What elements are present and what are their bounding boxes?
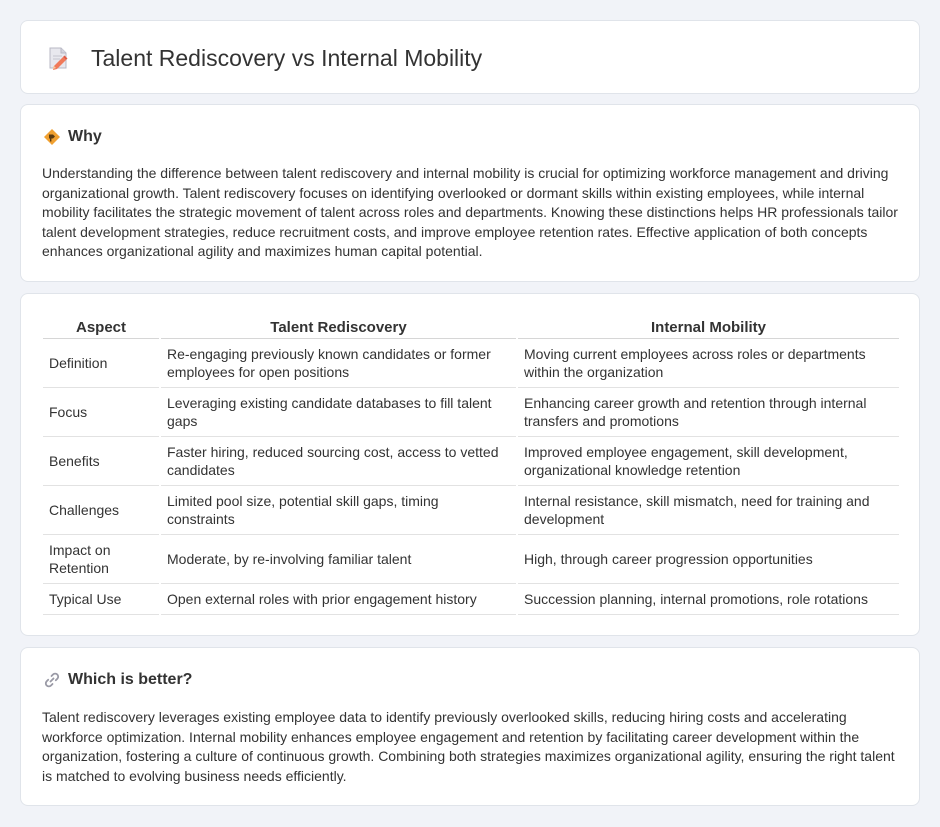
internal-mobility-cell: Enhancing career growth and retention through internal transfers and promotions xyxy=(517,387,899,436)
document-pencil-icon xyxy=(45,45,71,71)
internal-mobility-cell: High, through career progression opportunities xyxy=(517,534,899,583)
better-heading: Which is better? xyxy=(68,671,193,688)
table-row xyxy=(43,583,899,614)
why-card xyxy=(20,104,920,282)
talent-rediscovery-cell: Moderate, by re-involving familiar talent xyxy=(160,534,517,583)
title-row xyxy=(45,43,482,73)
comparison-card xyxy=(20,293,920,636)
internal-mobility-cell: Internal resistance, skill mismatch, need for training and development xyxy=(517,485,899,534)
aspect-cell: Benefits xyxy=(43,436,160,485)
header-aspect: Aspect xyxy=(43,316,160,338)
which-is-better-card xyxy=(20,647,920,806)
better-heading-row xyxy=(43,670,192,690)
internal-mobility-cell: Moving current employees across roles or departments within the organization xyxy=(517,338,899,387)
title-card xyxy=(20,20,920,94)
table-row xyxy=(43,338,899,387)
header-talent-rediscovery: Talent Rediscovery xyxy=(160,316,517,338)
table-row xyxy=(43,387,899,436)
table-row xyxy=(43,534,899,583)
why-heading-row xyxy=(43,127,102,147)
table-row xyxy=(43,436,899,485)
header-internal-mobility: Internal Mobility xyxy=(517,316,899,338)
page-title: Talent Rediscovery vs Internal Mobility xyxy=(91,45,483,71)
comparison-table xyxy=(43,316,899,615)
aspect-cell: Impact on Retention xyxy=(43,534,160,583)
why-heading: Why xyxy=(68,128,102,145)
why-text: Understanding the difference between talent rediscovery and internal mobility is crucial for optimizing workforce management and driving organizational growth. Talent rediscovery focuses on identifying overlooked or dormant skills within existing employees, while internal mobility facilitates the strategic movement of talent across roles and departments. Knowing these distinctions helps HR professionals tailor talent development strategies, reduce recruitment costs, and improve employee retention rates. Effective application of both concepts enhances organizational agility and maximizes human capital potential. xyxy=(42,165,898,259)
aspect-cell: Typical Use xyxy=(43,583,160,614)
better-text: Talent rediscovery leverages existing employee data to identify previously overlooked skills, reducing hiring costs and accelerating workforce optimization. Internal mobility enhances employee engagement and retention by facilitating career development within the organization, fostering a culture of continuous growth. Combining both strategies maximizes organizational agility, ensuring the right talent is matched to evolving business needs efficiently. xyxy=(42,709,895,784)
diamond-signal-icon xyxy=(43,128,61,146)
aspect-cell: Definition xyxy=(43,338,160,387)
talent-rediscovery-cell: Faster hiring, reduced sourcing cost, access to vetted candidates xyxy=(160,436,517,485)
internal-mobility-cell: Succession planning, internal promotions, role rotations xyxy=(517,583,899,614)
internal-mobility-cell: Improved employee engagement, skill development, organizational knowledge retention xyxy=(517,436,899,485)
aspect-cell: Challenges xyxy=(43,485,160,534)
talent-rediscovery-cell: Leveraging existing candidate databases to fill talent gaps xyxy=(160,387,517,436)
talent-rediscovery-cell: Re-engaging previously known candidates or former employees for open positions xyxy=(160,338,517,387)
link-icon xyxy=(43,671,61,689)
talent-rediscovery-cell: Limited pool size, potential skill gaps, timing constraints xyxy=(160,485,517,534)
table-row xyxy=(43,485,899,534)
table-header-row xyxy=(43,316,899,338)
talent-rediscovery-cell: Open external roles with prior engagement history xyxy=(160,583,517,614)
aspect-cell: Focus xyxy=(43,387,160,436)
